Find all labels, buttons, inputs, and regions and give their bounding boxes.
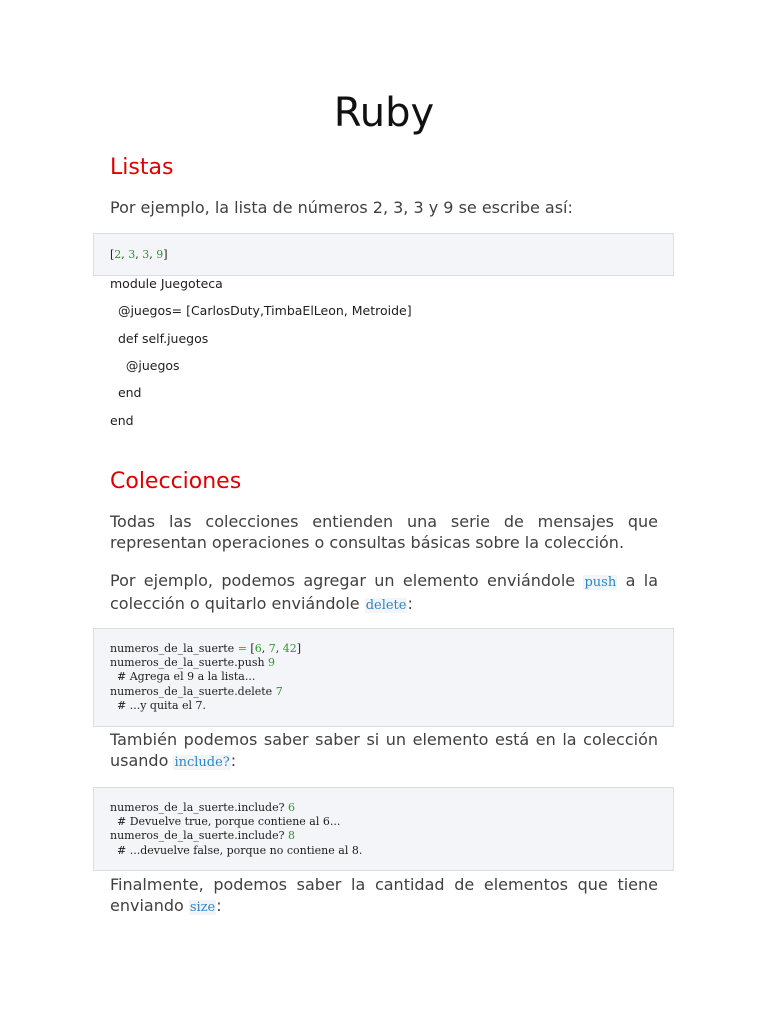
bracket-close: ] — [163, 248, 168, 261]
module-line: @juegos — [110, 358, 180, 373]
code-number: 7 — [275, 684, 283, 698]
list-number: 3 — [128, 248, 136, 261]
list-separator: , — [135, 248, 143, 261]
para-text: a la colección o quitarlo enviándole — [110, 571, 658, 613]
inline-code-size: size — [189, 900, 216, 915]
listas-intro: Por ejemplo, la lista de números 2, 3, 3 y 9 se escribe así: — [110, 198, 573, 217]
code-block-list — [93, 233, 674, 276]
list-number: 2 — [114, 248, 122, 261]
heading-listas: Listas — [110, 155, 174, 180]
page-title: Ruby — [333, 90, 435, 136]
colecciones-para-2 — [110, 570, 658, 616]
list-literal — [110, 248, 168, 262]
list-separator: , — [121, 248, 129, 261]
list-separator: , — [149, 248, 157, 261]
code-comment: # Devuelve true, porque contiene al 6... — [110, 815, 341, 829]
code-number: 42 — [282, 642, 297, 655]
module-line: @juegos= [CarlosDuty,TimbaElLeon, Metroide] — [110, 303, 412, 318]
code-text: numeros_de_la_suerte.delete — [110, 684, 276, 698]
para-text: : — [216, 896, 222, 915]
inline-code-push: push — [584, 575, 617, 590]
colecciones-para-1: Todas las colecciones entienden una serie de mensajes que representan operaciones o consultas básicas sobre la colección. — [110, 512, 658, 552]
inline-code-include: include? — [174, 755, 230, 770]
code-text: numeros_de_la_suerte.include? — [110, 801, 288, 814]
module-line: module Juegoteca — [110, 276, 223, 291]
code-comment: # Agrega el 9 a la lista... — [110, 670, 256, 684]
code-text: ] — [296, 642, 301, 655]
inline-code-delete: delete — [365, 598, 407, 613]
list-number: 3 — [142, 248, 150, 261]
para-text: Por ejemplo, podemos agregar un elemento enviándole — [110, 571, 584, 590]
code-number: 8 — [288, 829, 295, 843]
module-line: end — [110, 413, 134, 428]
code-text: numeros_de_la_suerte — [110, 642, 238, 655]
code-lines — [110, 801, 362, 858]
code-comment: # ...devuelve false, porque no contiene al 8. — [110, 843, 363, 857]
code-number: 9 — [268, 656, 276, 670]
bracket-open: [ — [110, 248, 115, 261]
code-lines: numeros_de_la_suerte = [6, 7, 42] numeros_de_la_suerte.push 9 # Agrega el 9 a la lista... numeros_de_la_suerte.delete 7 # ...y quita el 7. — [110, 642, 301, 712]
code-number: 6 — [254, 642, 262, 655]
code-text: numeros_de_la_suerte.push — [110, 656, 269, 670]
para-text: : — [230, 751, 237, 770]
code-number: 7 — [268, 642, 276, 655]
colecciones-para-4 — [110, 874, 658, 918]
colecciones-para-3 — [110, 729, 658, 773]
code-number: 6 — [288, 801, 295, 814]
para-text: : — [407, 594, 413, 613]
code-block-include — [93, 787, 674, 871]
code-operator: = — [237, 642, 247, 655]
heading-colecciones: Colecciones — [110, 469, 242, 494]
code-text: numeros_de_la_suerte.include? — [110, 829, 288, 843]
code-comment: # ...y quita el 7. — [110, 698, 207, 712]
code-text: [ — [246, 642, 255, 655]
module-line: def self.juegos — [110, 331, 209, 346]
module-line: end — [110, 385, 142, 400]
code-block-push-delete — [93, 628, 674, 727]
para-text: Finalmente, podemos saber la cantidad de elementos que tiene enviando — [110, 875, 658, 915]
list-number: 9 — [156, 248, 164, 261]
para-text: También podemos saber saber si un elemento está en la colección usando — [110, 730, 658, 770]
